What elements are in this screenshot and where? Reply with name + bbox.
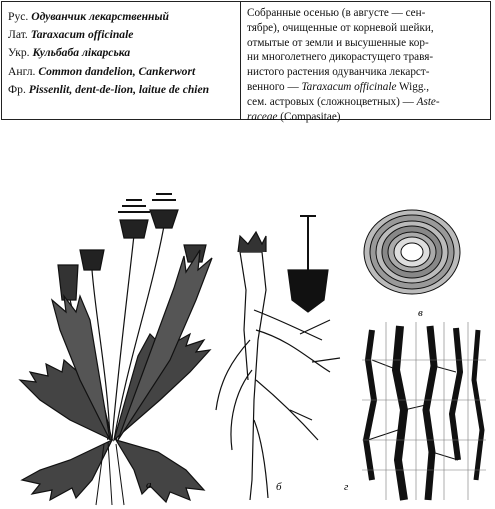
tissue-micrograph-drawing [360,322,488,500]
dandelion-plant-drawing [20,194,212,505]
name-row-en: Англ. Common dandelion, Cankerwort [8,64,196,78]
desc-line: нистого растения одуванчика лекарст- [247,66,430,79]
desc-line: сем. астровых (сложноцветных) — Aste- [247,95,440,108]
name-row-uk: Укр. Кульбаба лікарська [8,46,131,60]
name-row-la: Лат. Taraxacum officinale [8,28,134,42]
desc-line: отмытые от земли и высушенные кор- [247,36,429,49]
desc-line: ни многолетнего дикорастущего травя- [247,51,434,64]
root-cross-section-drawing [364,210,460,294]
latin-name: Taraxacum officinale [301,80,397,93]
figure-label-b: б [276,481,282,493]
root-drawing [216,216,340,500]
desc-line: raceae (Compasitae) [247,110,341,123]
figure-label-a: а [146,479,152,491]
name-row-ru: Рус. Одуванчик лекарственный [8,10,169,23]
desc-line: венного — Taraxacum officinale Wigg., [247,80,430,93]
figure-label-v: в [418,307,423,319]
figure-label-g: г [344,481,349,493]
desc-line: Собранные осенью (в августе — сен- [247,7,426,19]
desc-line: тябре), очищенные от корневой шейки, [247,21,434,34]
name-row-fr: Фр. Pissenlit, dent-de-lion, laitue de chien [8,82,210,96]
